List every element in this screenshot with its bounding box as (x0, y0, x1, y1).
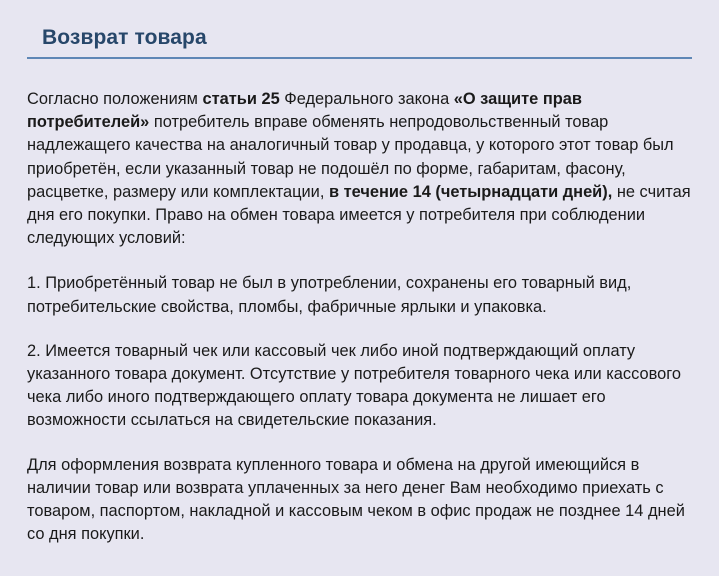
closing-paragraph: Для оформления возврата купленного товара и обмена на другой имеющийся в наличии товар или возврата уплаченных за него денег Вам необходимо приехать с товаром, паспортом, накладной и кассовым чеком в офис продаж не позднее 14 дней со дня покупки. (27, 455, 685, 544)
page-title: Возврат товара (42, 26, 207, 49)
intro-text-2: Федерального закона (279, 90, 454, 108)
title-divider (27, 57, 692, 59)
return-period: в течение 14 (четырнадцати дней), (328, 182, 613, 201)
law-article: статьи 25 (202, 90, 280, 108)
intro-text-3: потребитель вправе обменять непродовольственный товар надлежащего качества на аналогичный товар у продавца, у которого этот товар был приобретён, если указанный товар не подошёл по форме, габаритам, фасону, расцветке, размеру или комплектации, (27, 113, 674, 201)
condition-2: 2. Имеется товарный чек или кассовый чек либо иной подтверждающий оплату указанного товара документ. Отсутствие у потребителя товарного чека или кассового чека либо иного подтверждающего оплату товара документа не лишает его возможности ссылаться на свидетельские показания. (27, 341, 681, 430)
condition-1: 1. Приобретённый товар не был в употреблении, сохранены его товарный вид, потребительские свойства, пломбы, фабричные ярлыки и упаковка. (27, 274, 632, 316)
intro-text-4: не считая дня его покупки. Право на обмен товара имеется у потребителя при соблюдении следующих условий: (27, 182, 691, 248)
intro-paragraph (27, 88, 695, 250)
document-body (27, 88, 695, 567)
law-name: «О защите прав потребителей» (27, 90, 582, 132)
intro-text-1: Согласно положениям (27, 90, 203, 108)
